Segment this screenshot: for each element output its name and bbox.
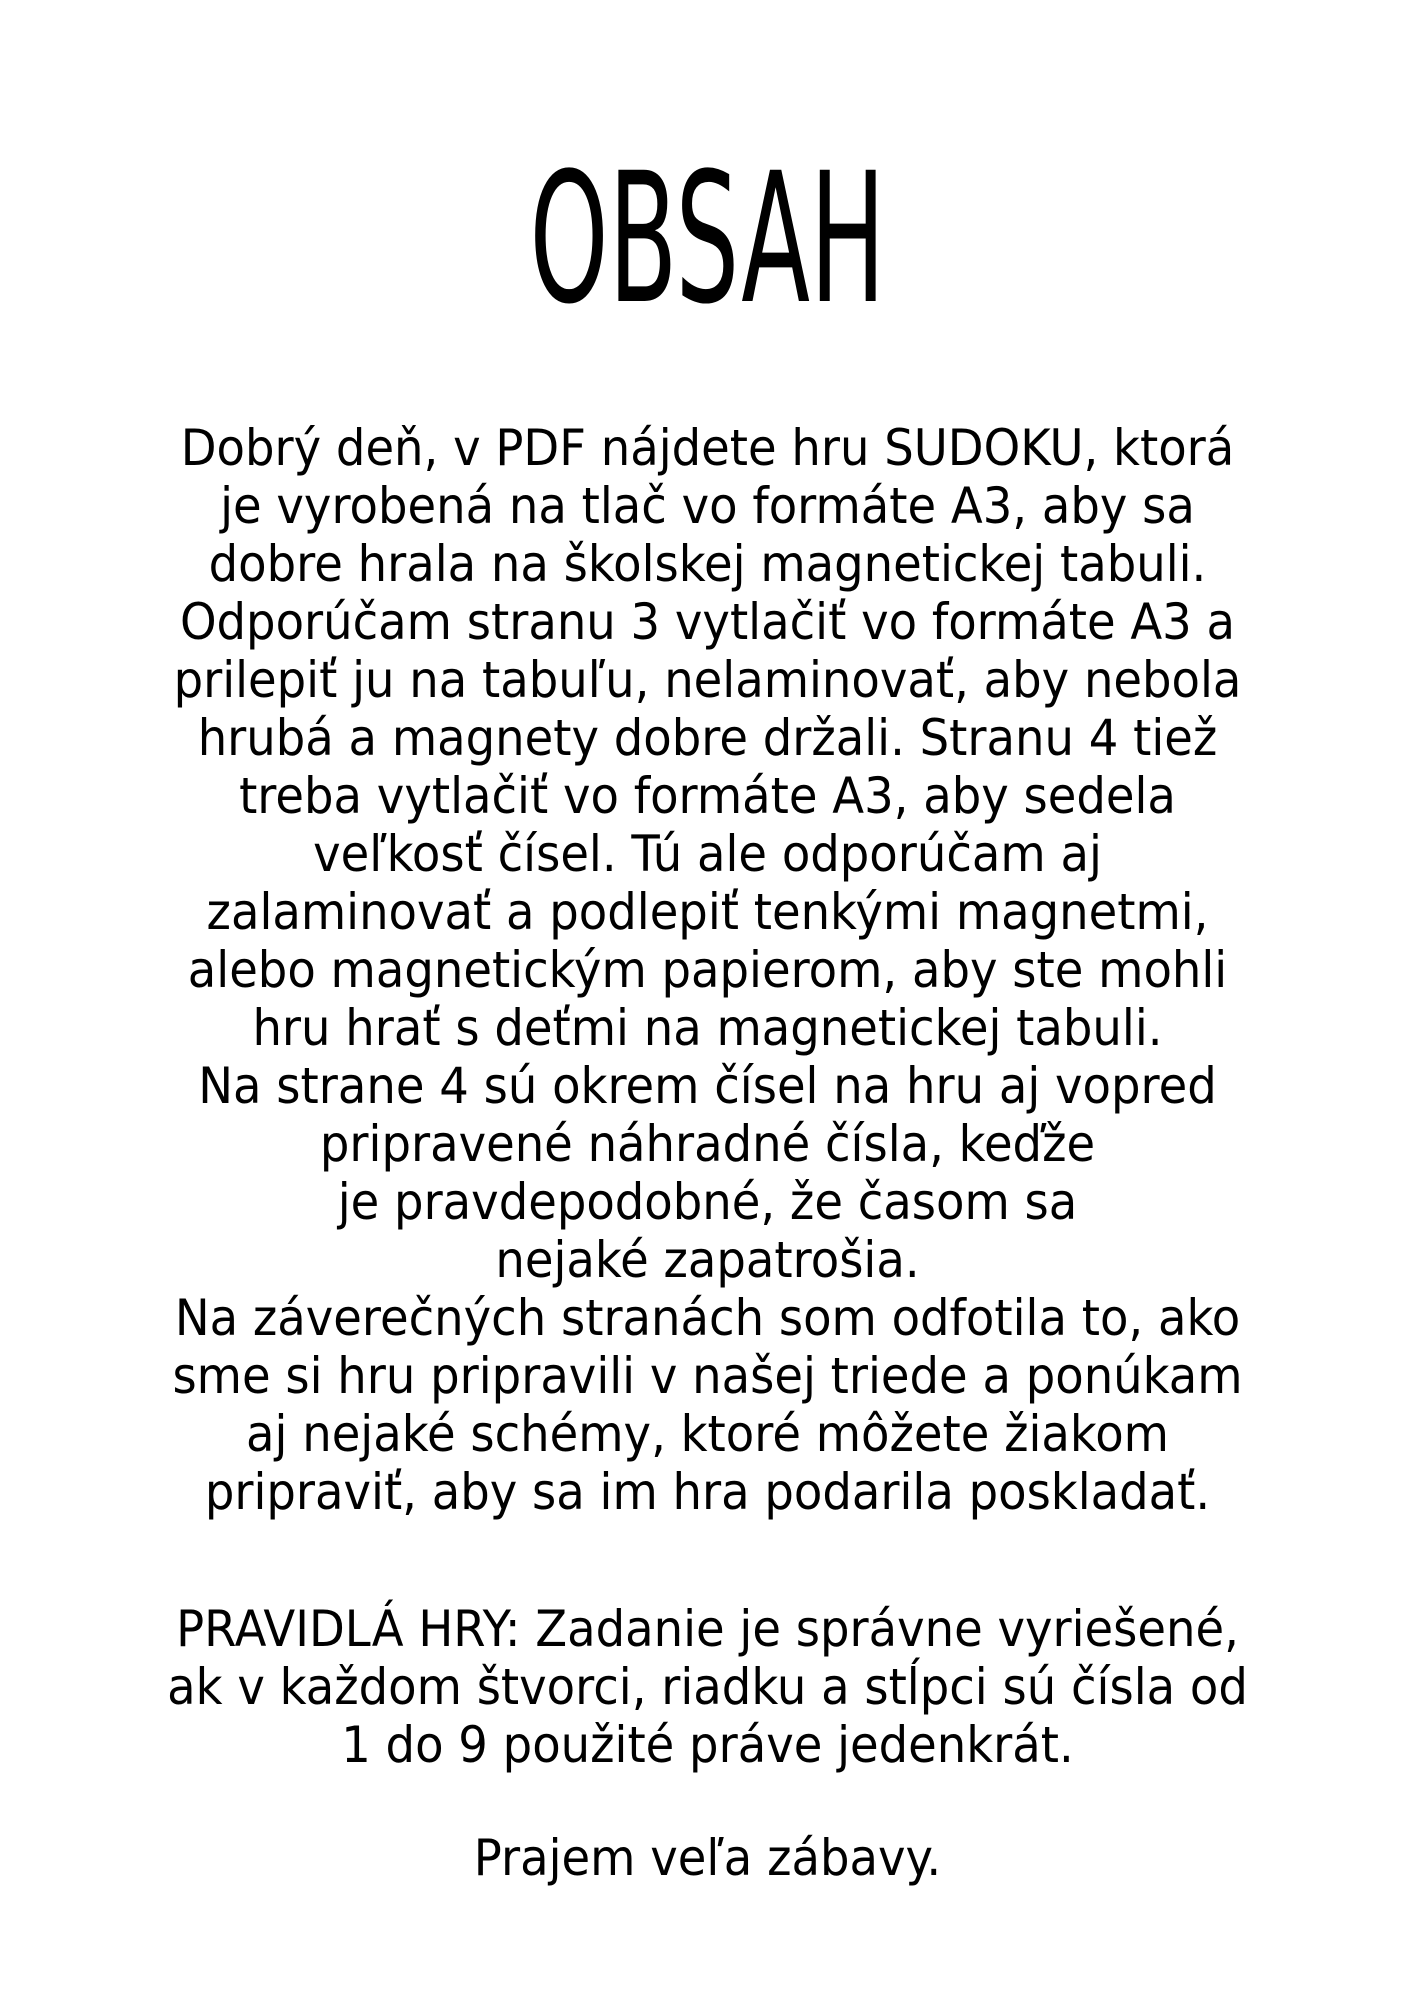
intro-line: veľkosť čísel. Tú ale odporúčam aj	[313, 825, 1102, 883]
intro-line: hrubá a magnety dobre držali. Stranu 4 tiež	[197, 709, 1218, 767]
rules-line: PRAVIDLÁ HRY: Zadanie je správne vyriešené,	[176, 1600, 1239, 1658]
page-title: OBSAH	[529, 135, 886, 344]
intro-line: aj nejaké schémy, ktoré môžete žiakom	[246, 1405, 1169, 1463]
intro-line: zalaminovať a podlepiť tenkými magnetmi,	[206, 883, 1209, 941]
intro-line: hru hrať s deťmi na magnetickej tabuli.	[252, 999, 1163, 1057]
intro-line: dobre hrala na školskej magnetickej tabuli.	[208, 535, 1207, 593]
intro-line: pripravené náhradné čísla, keďže	[319, 1115, 1096, 1173]
intro-line: Dobrý deň, v PDF nájdete hru SUDOKU, ktorá	[180, 419, 1235, 477]
intro-line: Na strane 4 sú okrem čísel na hru aj vopred	[198, 1057, 1217, 1115]
intro-line: je pravdepodobné, že časom sa	[337, 1173, 1078, 1231]
rules-line: 1 do 9 použité práve jedenkrát.	[341, 1716, 1074, 1774]
intro-line: prilepiť ju na tabuľu, nelaminovať, aby nebola	[173, 651, 1242, 709]
rules-line: ak v každom štvorci, riadku a stĺpci sú čísla od	[167, 1658, 1248, 1716]
intro-line: je vyrobená na tlač vo formáte A3, aby sa	[220, 477, 1195, 535]
intro-line: sme si hru pripravili v našej triede a ponúkam	[172, 1347, 1243, 1405]
rules-paragraph	[80, 1600, 1335, 1774]
intro-paragraph	[80, 419, 1335, 1521]
intro-line: alebo magnetickým papierom, aby ste mohli	[187, 941, 1228, 999]
intro-line: treba vytlačiť vo formáte A3, aby sedela	[239, 767, 1176, 825]
intro-line: Odporúčam stranu 3 vytlačiť vo formáte A3 a	[179, 593, 1236, 651]
intro-line: nejaké zapatrošia.	[495, 1231, 920, 1289]
closing-line: Prajem veľa zábavy.	[473, 1829, 942, 1887]
closing-paragraph	[80, 1829, 1335, 1887]
intro-line: pripraviť, aby sa im hra podarila poskladať.	[204, 1463, 1211, 1521]
intro-line: Na záverečných stranách som odfotila to, ako	[174, 1289, 1241, 1347]
